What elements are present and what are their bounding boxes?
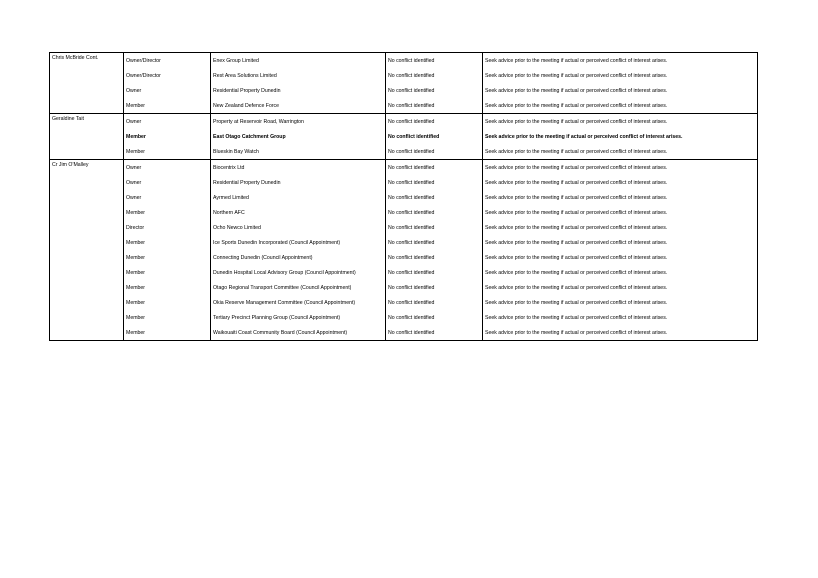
conflict-cell: No conflict identified <box>386 280 483 295</box>
organisation-cell: Waikouaiti Coast Community Board (Council Appointment) <box>211 325 386 341</box>
management-plan-cell: Seek advice prior to the meeting if actual or perceived conflict of interest arises. <box>483 265 758 280</box>
role-cell: Member <box>124 295 211 310</box>
conflict-cell: No conflict identified <box>386 144 483 160</box>
organisation-cell: Connecting Dunedin (Council Appointment) <box>211 250 386 265</box>
table-row <box>50 129 758 144</box>
conflict-cell: No conflict identified <box>386 265 483 280</box>
table-row <box>50 235 758 250</box>
role-cell: Member <box>124 310 211 325</box>
management-plan-cell: Seek advice prior to the meeting if actual or perceived conflict of interest arises. <box>483 190 758 205</box>
management-plan-cell: Seek advice prior to the meeting if actual or perceived conflict of interest arises. <box>483 250 758 265</box>
organisation-cell: Ice Sports Dunedin Incorporated (Council Appointment) <box>211 235 386 250</box>
conflict-cell: No conflict identified <box>386 235 483 250</box>
table-row <box>50 160 758 176</box>
table-row <box>50 295 758 310</box>
management-plan-cell: Seek advice prior to the meeting if actual or perceived conflict of interest arises. <box>483 280 758 295</box>
table-row <box>50 98 758 114</box>
conflict-cell: No conflict identified <box>386 160 483 176</box>
organisation-cell: New Zealand Defence Force <box>211 98 386 114</box>
conflict-cell: No conflict identified <box>386 250 483 265</box>
organisation-cell: Enex Group Limited <box>211 53 386 69</box>
organisation-cell: Property at Reservoir Road, Warrington <box>211 114 386 130</box>
conflict-cell: No conflict identified <box>386 114 483 130</box>
conflict-cell: No conflict identified <box>386 295 483 310</box>
conflict-cell: No conflict identified <box>386 190 483 205</box>
table-row <box>50 280 758 295</box>
management-plan-cell: Seek advice prior to the meeting if actual or perceived conflict of interest arises. <box>483 160 758 176</box>
table-row <box>50 68 758 83</box>
organisation-cell: Otago Regional Transport Committee (Council Appointment) <box>211 280 386 295</box>
management-plan-cell: Seek advice prior to the meeting if actual or perceived conflict of interest arises. <box>483 175 758 190</box>
conflict-cell: No conflict identified <box>386 325 483 341</box>
management-plan-cell: Seek advice prior to the meeting if actual or perceived conflict of interest arises. <box>483 68 758 83</box>
interests-register-body <box>50 53 758 341</box>
table-row <box>50 310 758 325</box>
conflict-cell: No conflict identified <box>386 68 483 83</box>
role-cell: Member <box>124 280 211 295</box>
management-plan-cell: Seek advice prior to the meeting if actual or perceived conflict of interest arises. <box>483 205 758 220</box>
management-plan-cell: Seek advice prior to the meeting if actual or perceived conflict of interest arises. <box>483 53 758 69</box>
management-plan-cell: Seek advice prior to the meeting if actual or perceived conflict of interest arises. <box>483 295 758 310</box>
conflict-cell: No conflict identified <box>386 98 483 114</box>
management-plan-cell: Seek advice prior to the meeting if actual or perceived conflict of interest arises. <box>483 235 758 250</box>
management-plan-cell: Seek advice prior to the meeting if actual or perceived conflict of interest arises. <box>483 114 758 130</box>
role-cell: Member <box>124 265 211 280</box>
role-cell: Owner <box>124 190 211 205</box>
member-name-cell: Cr Jim O'Malley <box>50 160 124 341</box>
conflict-cell: No conflict identified <box>386 175 483 190</box>
role-cell: Member <box>124 144 211 160</box>
interests-register-table <box>49 52 758 341</box>
organisation-cell: Blueskin Bay Watch <box>211 144 386 160</box>
organisation-cell: Biocentrix Ltd <box>211 160 386 176</box>
member-name-cell: Chris McBride Cont. <box>50 53 124 114</box>
management-plan-cell: Seek advice prior to the meeting if actual or perceived conflict of interest arises. <box>483 83 758 98</box>
management-plan-cell: Seek advice prior to the meeting if actual or perceived conflict of interest arises. <box>483 325 758 341</box>
table-row <box>50 220 758 235</box>
role-cell: Member <box>124 205 211 220</box>
organisation-cell: Rest Area Solutions Limited <box>211 68 386 83</box>
table-row <box>50 83 758 98</box>
management-plan-cell: Seek advice prior to the meeting if actual or perceived conflict of interest arises. <box>483 310 758 325</box>
organisation-cell: Residential Property Dunedin <box>211 175 386 190</box>
organisation-cell: East Otago Catchment Group <box>211 129 386 144</box>
management-plan-cell: Seek advice prior to the meeting if actual or perceived conflict of interest arises. <box>483 129 758 144</box>
organisation-cell: Okia Reserve Management Committee (Council Appointment) <box>211 295 386 310</box>
role-cell: Owner <box>124 114 211 130</box>
conflict-cell: No conflict identified <box>386 53 483 69</box>
role-cell: Owner <box>124 175 211 190</box>
role-cell: Member <box>124 129 211 144</box>
management-plan-cell: Seek advice prior to the meeting if actual or perceived conflict of interest arises. <box>483 144 758 160</box>
organisation-cell: Residential Property Dunedin <box>211 83 386 98</box>
table-row <box>50 175 758 190</box>
conflict-cell: No conflict identified <box>386 83 483 98</box>
organisation-cell: Ocho Newco Limited <box>211 220 386 235</box>
role-cell: Member <box>124 250 211 265</box>
organisation-cell: Ayrmed Limited <box>211 190 386 205</box>
organisation-cell: Tertiary Precinct Planning Group (Council Appointment) <box>211 310 386 325</box>
table-row <box>50 114 758 130</box>
conflict-cell: No conflict identified <box>386 310 483 325</box>
table-row <box>50 265 758 280</box>
role-cell: Owner <box>124 160 211 176</box>
management-plan-cell: Seek advice prior to the meeting if actual or perceived conflict of interest arises. <box>483 98 758 114</box>
role-cell: Member <box>124 325 211 341</box>
role-cell: Owner/Director <box>124 68 211 83</box>
table-row <box>50 250 758 265</box>
table-row <box>50 190 758 205</box>
role-cell: Owner/Director <box>124 53 211 69</box>
member-name-cell: Geraldine Tait <box>50 114 124 160</box>
role-cell: Owner <box>124 83 211 98</box>
table-row <box>50 205 758 220</box>
role-cell: Member <box>124 98 211 114</box>
management-plan-cell: Seek advice prior to the meeting if actual or perceived conflict of interest arises. <box>483 220 758 235</box>
organisation-cell: Dunedin Hospital Local Advisory Group (Council Appointment) <box>211 265 386 280</box>
conflict-cell: No conflict identified <box>386 129 483 144</box>
organisation-cell: Northern AFC <box>211 205 386 220</box>
table-row <box>50 144 758 160</box>
role-cell: Member <box>124 235 211 250</box>
conflict-cell: No conflict identified <box>386 220 483 235</box>
conflict-cell: No conflict identified <box>386 205 483 220</box>
role-cell: Director <box>124 220 211 235</box>
table-row <box>50 53 758 69</box>
table-row <box>50 325 758 341</box>
